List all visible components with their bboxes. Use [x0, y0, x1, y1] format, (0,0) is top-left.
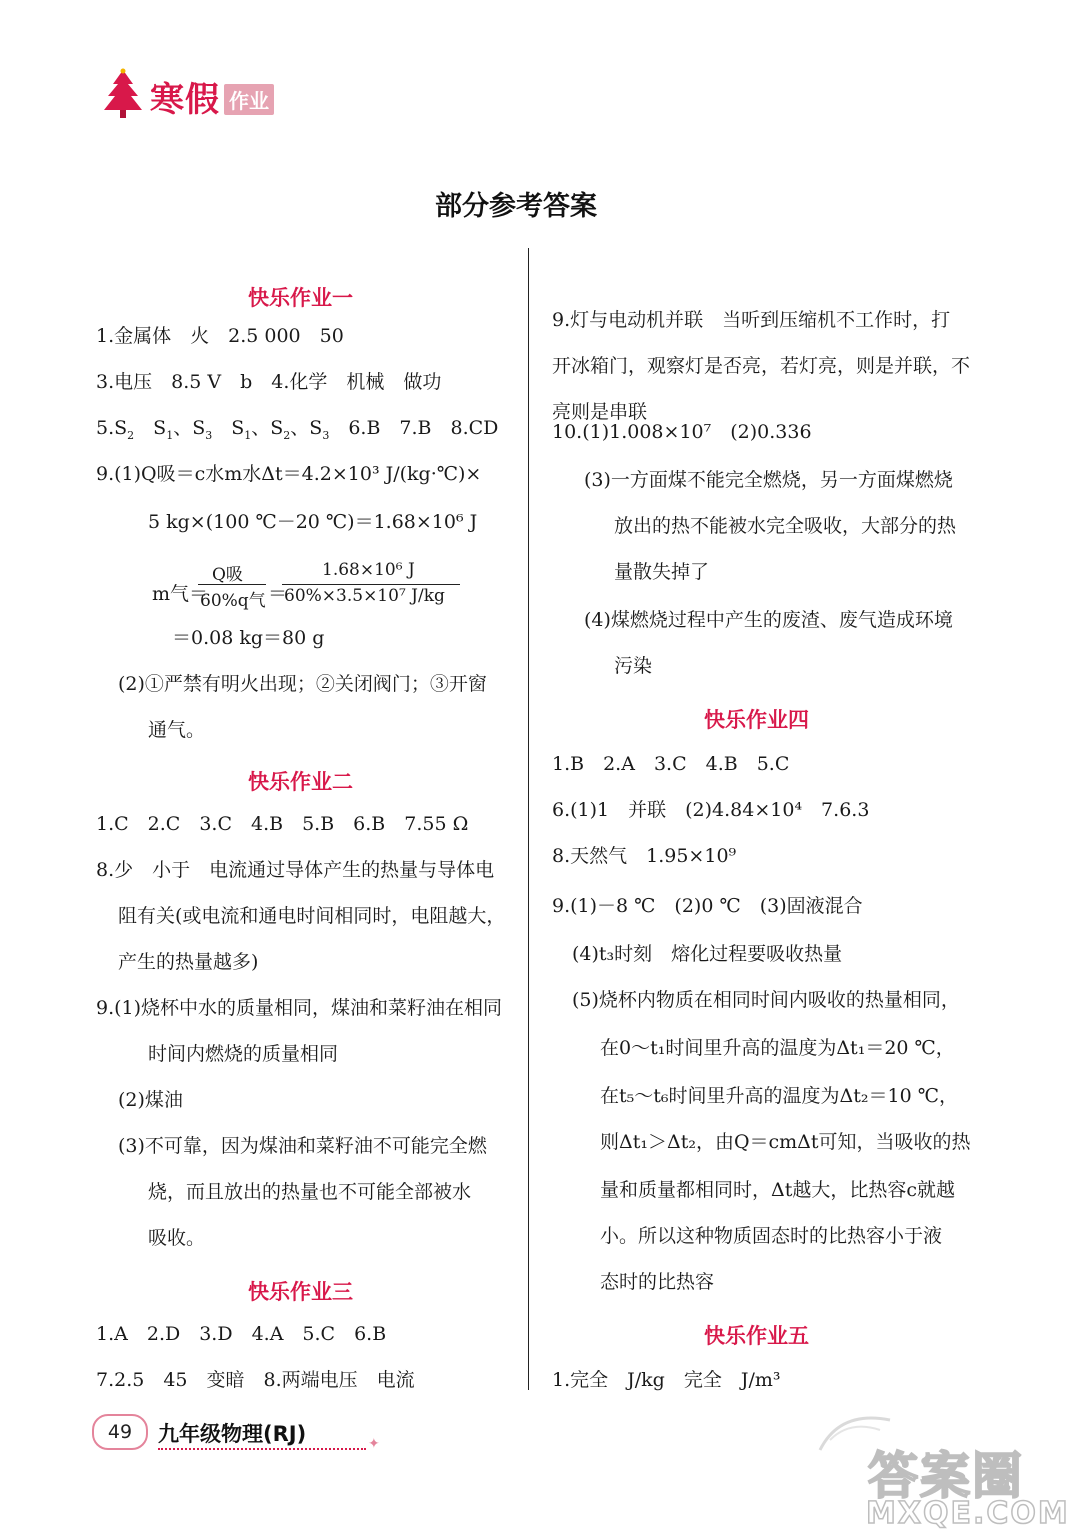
answer-line: 小。所以这种物质固态时的比热容小于液 [600, 1225, 943, 1247]
answer-line: 开冰箱门，观察灯是否亮，若灯亮，则是并联，不 [552, 355, 971, 377]
answer-line: (3)一方面煤不能完全燃烧，另一方面煤燃烧 [584, 469, 953, 491]
answer-line: 9.灯与电动机并联 当听到压缩机不工作时，打 [552, 309, 951, 331]
answer-line: 产生的热量越多) [118, 951, 259, 973]
answer-line: 在0～t₁时间里升高的温度为Δt₁＝20 ℃， [600, 1037, 955, 1059]
answer-line: 时间内燃烧的质量相同 [148, 1043, 339, 1065]
star-icon: ✦ [368, 1436, 380, 1452]
logo-title: 寒假 [150, 80, 220, 120]
answer-line: 则Δt₁＞Δt₂，由Q＝cmΔt可知，当吸收的热 [600, 1131, 971, 1153]
page-number: 49 [92, 1414, 148, 1450]
book-subject: 九年级物理(RJ) [158, 1422, 307, 1446]
answer-line: 5 kg×(100 ℃－20 ℃)＝1.68×10⁶ J [148, 511, 478, 533]
answer-line: (2)①严禁有明火出现；②关闭阀门；③开窗 [118, 673, 487, 695]
answer-line: ＝0.08 kg＝80 g [172, 627, 325, 649]
answer-line: 8.少 小于 电流通过导体产生的热量与导体电 [96, 859, 495, 881]
formula-lhs: m气＝ [152, 583, 209, 605]
christmas-tree-icon [100, 68, 146, 122]
section-heading-4: 快乐作业四 [704, 708, 809, 732]
answer-line: 污染 [614, 655, 653, 677]
answer-line: 1.金属体 火 2.5 000 50 [96, 325, 344, 347]
answer-line: 量和质量都相同时，Δt越大，比热容c就越 [600, 1179, 955, 1201]
watermark-top: 答案圈 [868, 1447, 1024, 1505]
answer-line: 1.A 2.D 3.D 4.A 5.C 6.B [96, 1323, 387, 1345]
answer-line: 9.(1)Q吸＝c水m水Δt＝4.2×10³ J/(kg·℃)× [96, 463, 482, 485]
answer-line: 6.(1)1 并联 (2)4.84×10⁴ 7.6.3 [552, 799, 870, 821]
column-divider [528, 248, 529, 1390]
answer-line: 吸收。 [148, 1227, 206, 1249]
answer-line: (5)烧杯内物质在相同时间内吸收的热量相同， [572, 989, 960, 1011]
answer-line: (4)t₃时刻 熔化过程要吸收热量 [572, 943, 843, 965]
answer-line: 通气。 [148, 719, 206, 741]
answer-line: 8.天然气 1.95×10⁹ [552, 845, 737, 867]
section-heading-3: 快乐作业三 [248, 1280, 353, 1304]
answer-line: 在t₅～t₆时间里升高的温度为Δt₂＝10 ℃， [600, 1085, 958, 1107]
answer-line: 放出的热不能被水完全吸收，大部分的热 [614, 515, 957, 537]
page-footer [92, 1414, 392, 1454]
answer-line: 烧，而且放出的热量也不可能全部被水 [148, 1181, 472, 1203]
answer-line: $5.S_2$ $S_1$、$S_3$ $S_1$、$S_2$、$S_3$ 6.B 7.B 8.CD [96, 417, 499, 442]
answer-line: 10.(1)1.008×10⁷ (2)0.336 [552, 421, 812, 443]
answer-line: 1.完全 J/kg 完全 J/m³ [552, 1369, 781, 1391]
section-heading-2: 快乐作业二 [248, 770, 353, 794]
answer-line: 9.(1)烧杯中水的质量相同，煤油和菜籽油在相同 [96, 997, 503, 1019]
formula-eq: ＝ [268, 583, 288, 605]
fraction-1: Q吸 60%q气 [200, 565, 266, 611]
watermark-bottom: MXQE.COM [866, 1496, 1070, 1531]
answer-line: 量散失掉了 [614, 561, 710, 583]
answer-line: (2)煤油 [118, 1089, 183, 1111]
logo-tag: 作业 [224, 84, 274, 115]
header-logo [100, 66, 310, 122]
answer-line: 1.C 2.C 3.C 4.B 5.B 6.B 7.55 Ω [96, 813, 469, 835]
section-heading-1: 快乐作业一 [248, 286, 353, 310]
answer-line: (4)煤燃烧过程中产生的废渣、废气造成环境 [584, 609, 953, 631]
answer-line: 3.电压 8.5 V b 4.化学 机械 做功 [96, 371, 442, 393]
watermark [800, 1400, 1070, 1536]
answer-line: 亮则是串联 [552, 401, 648, 423]
answer-line: 7.2.5 45 变暗 8.两端电压 电流 [96, 1369, 415, 1391]
answer-line: 阻有关(或电流和通电时间相同时，电阻越大， [118, 905, 506, 927]
answer-line: 1.B 2.A 3.C 4.B 5.C [552, 753, 790, 775]
footer-dotted-line [158, 1448, 366, 1450]
page-title: 部分参考答案 [435, 191, 597, 222]
fraction-2: 1.68×10⁶ J 60%×3.5×10⁷ J/kg [282, 560, 460, 620]
answer-line: 态时的比热容 [600, 1271, 715, 1293]
section-heading-5: 快乐作业五 [704, 1324, 809, 1348]
answer-line: 9.(1)－8 ℃ (2)0 ℃ (3)固液混合 [552, 895, 863, 917]
answer-line: (3)不可靠，因为煤油和菜籽油不可能完全燃 [118, 1135, 487, 1157]
